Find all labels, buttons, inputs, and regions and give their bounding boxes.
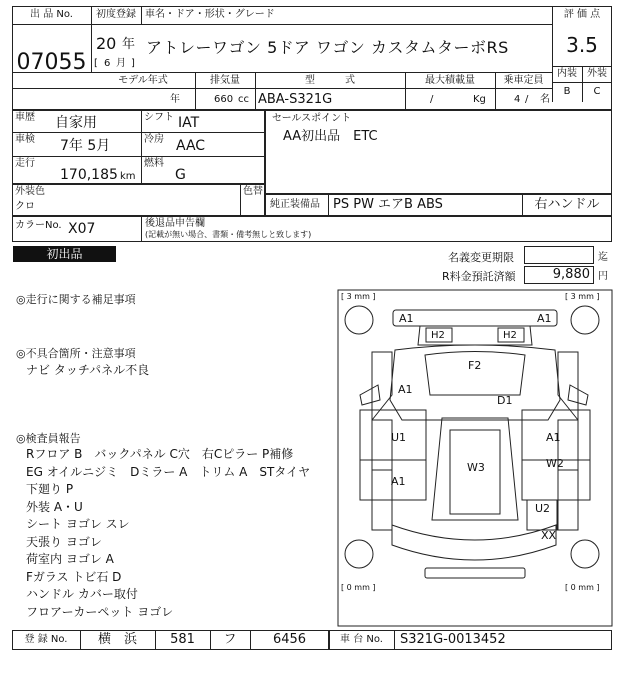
mark-u1: U1	[391, 431, 407, 444]
inspector-line: Fガラス トビ石 D	[26, 569, 122, 584]
capacity-unit: 名	[540, 94, 550, 105]
aftermarket-note: (記載が無い場合、書類・備考無しと致します)	[145, 230, 312, 239]
reg-month-unit: 月	[116, 58, 126, 69]
tire-top-left-icon	[345, 306, 373, 334]
chassis-label: 車 台 No.	[340, 634, 383, 645]
left-mirror-icon	[360, 385, 380, 405]
inspector-line: 外装 A・U	[26, 499, 83, 514]
model-year-unit: 年	[170, 94, 180, 105]
score-value: 3.5	[566, 33, 598, 57]
mark-u2: U2	[535, 502, 551, 515]
max-load-unit: Kg	[473, 94, 486, 105]
capacity-separator: /	[525, 94, 529, 105]
ac-label: 冷房	[144, 134, 164, 145]
reg-number: 6456	[272, 632, 307, 647]
aftermarket-label: 後退品申告欄	[145, 218, 205, 229]
mark-rear-right: A1	[537, 312, 552, 325]
type-code: ABA-S321G	[258, 92, 333, 107]
mark-rear-left: A1	[399, 312, 414, 325]
equipment-label: 純正装備品	[270, 199, 320, 210]
fuel-label: 燃料	[144, 158, 164, 169]
inspector-line: 荷室内 ヨゴレ A	[26, 552, 114, 566]
color-change-label: 色替	[243, 186, 263, 197]
interior-grade: B	[563, 86, 571, 97]
score-label: 評 価 点	[563, 9, 601, 20]
mark-w2: W2	[546, 457, 564, 470]
inspector-line: フロアーカーペット ヨゴレ	[26, 604, 174, 619]
tire-bottom-right-depth: [ 0 mm ]	[565, 583, 600, 592]
tire-bottom-left-depth: [ 0 mm ]	[341, 583, 376, 592]
front-bumper	[425, 568, 525, 578]
model-year-label: モデル年式	[118, 75, 168, 86]
car-name: アトレーワゴン 5ドア ワゴン カスタムターボRS	[146, 38, 509, 57]
reg-kana: フ	[223, 632, 237, 647]
mark-d1: D1	[497, 394, 513, 407]
exterior-grade: C	[593, 86, 601, 97]
equipment-value: PS PW エアB ABS	[333, 197, 443, 212]
capacity-label: 乗車定員	[503, 75, 544, 86]
reg-no-label: 登 録 No.	[24, 634, 68, 645]
tire-bottom-right-icon	[571, 540, 599, 568]
steering-value: 右ハンドル	[534, 197, 600, 212]
tire-bottom-left-icon	[345, 540, 373, 568]
inspection-label: 車検	[15, 134, 35, 145]
diagram-frame	[338, 290, 612, 626]
fuel-value: G	[175, 167, 186, 183]
driving-notes-title: ◎走行に関する補足事項	[16, 293, 136, 306]
chassis-number: S321G-0013452	[400, 632, 506, 647]
tire-top-left-depth: [ 3 mm ]	[341, 292, 376, 301]
lot-number: 07055	[16, 50, 87, 75]
shift-value: IAT	[178, 115, 200, 131]
first-listing-tag: 初出品	[13, 246, 116, 262]
name-change-label: 名義変更期限	[448, 251, 514, 264]
displacement-value: 660	[214, 94, 234, 105]
mark-w3: W3	[467, 461, 485, 474]
lot-label: 出 品 No.	[30, 9, 73, 20]
roof-outline	[390, 345, 560, 420]
inspection-value: 7年 5月	[60, 138, 111, 154]
name-change-unit: 迄	[598, 252, 608, 263]
inspector-line: EG オイルニジミ Dミラー A トリム A STタイヤ	[26, 464, 311, 479]
inspector-line: 下廻り P	[26, 482, 74, 496]
first-reg-label: 初度登録	[96, 9, 136, 20]
type-label: 型 式	[305, 75, 355, 86]
history-value: 自家用	[55, 115, 97, 131]
ext-color-value: クロ	[15, 201, 35, 212]
displacement-unit: cc	[238, 94, 249, 105]
color-no-label: カラーNo.	[15, 220, 62, 231]
ext-color-label: 外装色	[15, 186, 45, 197]
inspector-line: ハンドル カバー取付	[26, 587, 138, 601]
max-load-separator: /	[430, 94, 434, 105]
mark-h2-left: H2	[431, 330, 445, 341]
inspector-title: ◎検査員報告	[16, 432, 81, 445]
model-label: 車名・ドア・形状・グレード	[145, 9, 275, 20]
displacement-label: 排気量	[210, 75, 240, 86]
reg-month-close: ]	[131, 58, 135, 69]
reg-year-unit: 年	[122, 37, 136, 52]
tire-top-right-icon	[571, 306, 599, 334]
mark-right-a1: A1	[546, 431, 561, 444]
mark-roof: F2	[468, 359, 482, 372]
reg-month-open: [	[94, 58, 98, 69]
exterior-label: 外装	[587, 68, 607, 79]
shift-label: シフト	[144, 112, 174, 123]
max-load-label: 最大積載量	[425, 75, 475, 86]
history-label: 車歴	[15, 112, 35, 123]
capacity-value: 4	[514, 94, 521, 105]
left-rear-door	[372, 420, 392, 470]
recycle-label: R料金預託済額	[442, 270, 516, 283]
recycle-fee: 9,880	[552, 267, 590, 282]
sales-point-value: AA初出品 ETC	[283, 129, 378, 144]
mark-h2-right: H2	[503, 330, 517, 341]
reg-area: 横 浜	[97, 632, 137, 647]
reg-class: 581	[170, 632, 195, 647]
interior-label: 内装	[557, 68, 577, 79]
inspector-line: シート ヨゴレ スレ	[26, 517, 130, 531]
mileage-value: 170,185	[60, 167, 118, 183]
defects-title: ◎不具合箇所・注意事項	[16, 347, 136, 360]
recycle-unit: 円	[598, 271, 608, 282]
mileage-label: 走行	[15, 158, 35, 169]
rear-bumper	[393, 310, 557, 326]
sales-point-label: セールスポイント	[272, 113, 352, 124]
mileage-unit: km	[120, 171, 136, 182]
reg-month: 6	[104, 58, 111, 69]
reg-year: 20	[96, 34, 117, 53]
tire-top-right-depth: [ 3 mm ]	[565, 292, 600, 301]
ac-value: AAC	[176, 138, 206, 154]
mark-xx: XX	[541, 529, 557, 542]
color-no-value: X07	[68, 221, 96, 237]
mark-left-top: A1	[398, 383, 413, 396]
inspector-line: Rフロア B バックパネル C穴 右Cピラー P補修	[26, 447, 294, 461]
defect-line: ナビ タッチパネル不良	[26, 363, 150, 377]
mark-left-bottom: A1	[391, 475, 406, 488]
inspector-line: 天張り ヨゴレ	[26, 534, 102, 549]
